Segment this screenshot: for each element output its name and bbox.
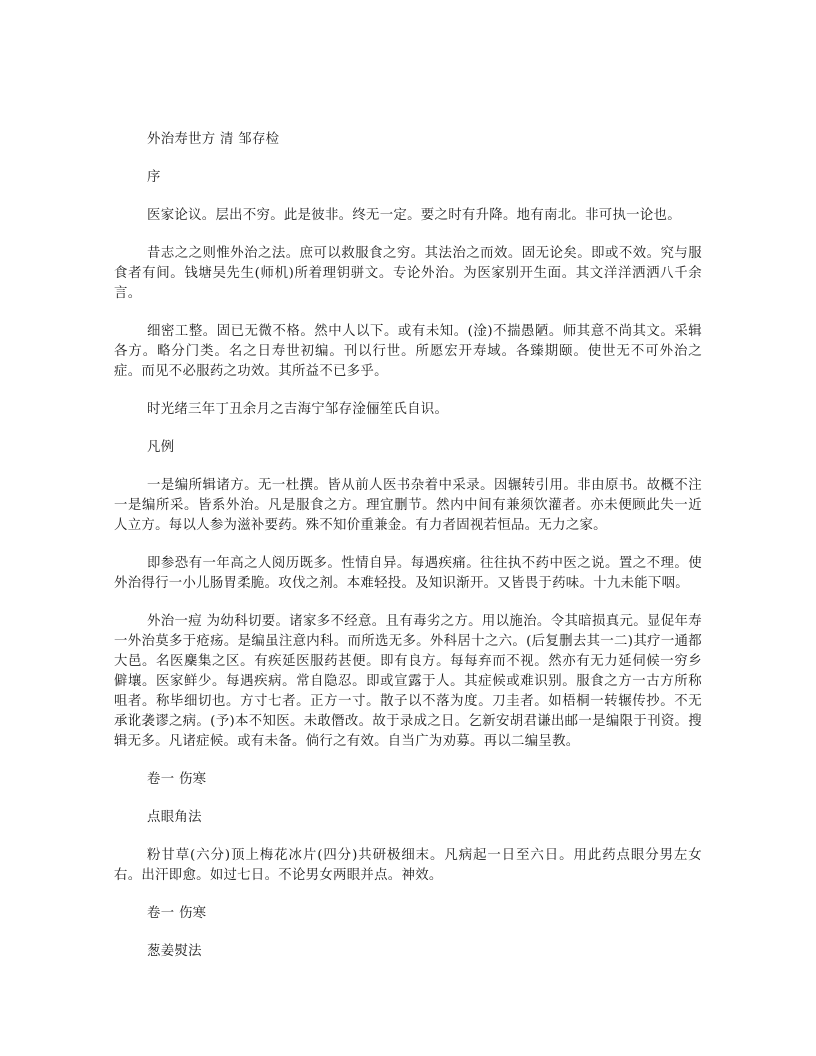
volume-heading: 卷一 伤寒 [147,772,207,787]
volume-heading: 卷一 伤寒 [147,906,207,921]
paragraph: 一是编所辑诸方。无一杜撰。皆从前人医书杂着中采录。因辗转引用。非由原书。故概不注一是编所采。皆系外治。凡是服食之方。理宜删节。然内中间有兼须饮灌者。亦未便顾此失一近人立方。每以人参为滋补要药。殊不知价重兼金。有力者固视若恒品。无力之家。 [114,478,702,533]
paragraph: 粉甘草(六分)顶上梅花冰片(四分)共研极细末。凡病起一日至六日。用此药点眼分男左女右。出汗即愈。如过七日。不论男女两眼并点。神效。 [114,848,702,883]
paragraph: 昔志之之则惟外治之法。庶可以救服食之穷。其法治之而效。固无论矣。即或不效。究与服食者有间。钱塘吴先生(师机)所着理钥骈文。专论外治。为医家别开生面。其文洋洋洒洒八千余言。 [114,246,702,301]
paragraph: 细密工整。固已无微不格。然中人以下。或有未知。(淦)不揣愚陋。师其意不尚其文。采辑各方。略分门类。名之日寿世初编。刊以行世。所愿宏开寿域。各臻期颐。使世无不可外治之症。而见不必服药之功效。其所益不已多乎。 [114,324,702,379]
paragraph: 医家论议。层出不穷。此是彼非。终无一定。要之时有升降。地有南北。非可执一论也。 [147,208,681,223]
method-heading: 葱姜熨法 [147,944,202,959]
paragraph: 即参恐有一年高之人阅历既多。性情自异。每遇疾痛。往往执不药中医之说。置之不理。使外治得行一小儿肠胃柔脆。攻伐之剂。本难轻投。及知识渐开。又皆畏于药味。十九未能下咽。 [114,556,702,591]
document-page [114,130,702,962]
book-title: 外治寿世方 清 邹存检 [147,132,280,147]
preface-signature: 时光绪三年丁丑余月之吉海宁邹存淦俪笙氏自识。 [147,402,449,417]
section-heading-preface: 序 [147,170,161,185]
paragraph: 外治一痘 为幼科切要。诸家多不经意。且有毒劣之方。用以施治。令其暗损真元。显促年寿一外治莫多于疮疡。是编虽注意内科。而所选无多。外科居十之六。(后复删去其一二)其疗一通都大邑。名医麇集之区。有疾延医服药甚便。即有良方。每每弃而不视。然亦有无力延伺候一穷乡僻壤。医家鲜少。每遇疾病。常自隐忍。即或宣露于人。其症候或难识别。服食之方一古方所称 咀者。称毕细切也。方寸七者。正方一寸。散子以不落为度。刀圭者。如梧桐一转辗传抄。不无承讹袭谬之病。(予)本不知医。未敢僭改。故于录成之日。乞新安胡君谦出邮一是编限于刊资。搜辑无多。凡诸症候。或有未备。倘行之有效。自当广为劝募。再以二编呈教。 [114,614,702,749]
method-heading: 点眼角法 [147,810,202,825]
section-heading-conventions: 凡例 [147,440,175,455]
